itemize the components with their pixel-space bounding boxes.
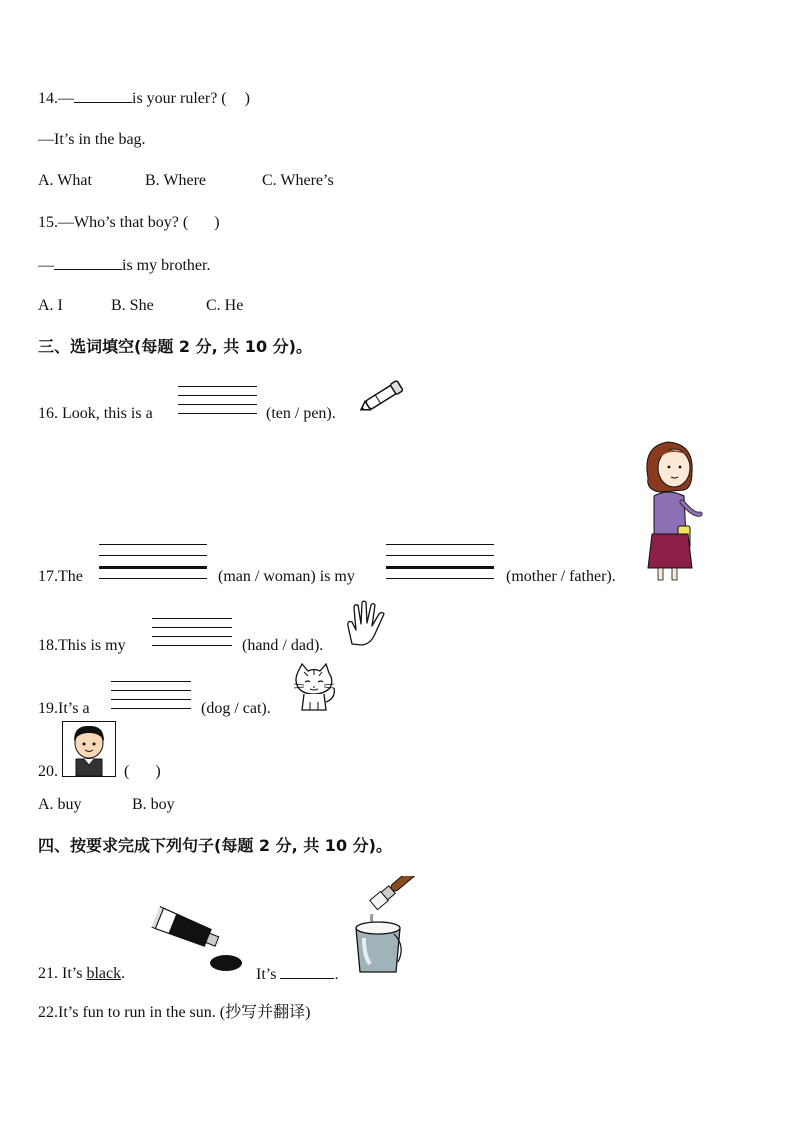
q15-option-b[interactable]: B. She [111, 297, 154, 314]
q16-choices: (ten / pen). [266, 405, 336, 422]
q19-prefix: 19.It’s a [38, 700, 90, 717]
q20-number: 20. [38, 763, 58, 780]
q15-close-paren: ) [214, 214, 220, 231]
q14-question: is your ruler? ( [132, 90, 227, 107]
woman-icon [638, 438, 704, 584]
q14-option-c[interactable]: C. Where’s [262, 172, 334, 189]
q16-writing-lines[interactable] [178, 386, 257, 414]
cat-icon [290, 662, 340, 712]
q20-close-paren: ) [155, 763, 161, 780]
q15-question: 15.—Who’s that boy? ( [38, 214, 189, 231]
q18-prefix: 18.This is my [38, 637, 126, 654]
hand-icon [344, 600, 388, 646]
q20-options [38, 795, 175, 815]
q18-writing-lines[interactable] [152, 618, 232, 646]
q17-prefix: 17.The [38, 568, 83, 585]
q21-second [256, 964, 338, 985]
q15-option-c[interactable]: C. He [206, 297, 244, 314]
boy-icon [62, 721, 116, 777]
q20-line [38, 762, 58, 782]
q15-line2 [38, 255, 210, 276]
q20-paren [124, 762, 161, 782]
q19-writing-lines[interactable] [111, 681, 191, 709]
q14-option-b[interactable]: B. Where [145, 172, 207, 189]
q22-text: 22.It’s fun to run in the sun. (抄写并翻译) [38, 1004, 311, 1021]
q15-dash: — [38, 257, 54, 274]
q14-line1 [38, 88, 250, 109]
q17-choices: (mother / father). [506, 568, 616, 585]
q21-underlined-word: black [86, 965, 122, 982]
pen-icon [355, 374, 411, 418]
q14-options [38, 171, 334, 191]
q21-second-period: . [334, 966, 339, 983]
q14-line2: —It’s in the bag. [38, 131, 146, 148]
q18-choices: (hand / dad). [242, 637, 324, 654]
q21-line [38, 964, 125, 984]
q14-close-paren: ) [244, 90, 250, 107]
section3-title: 三、选词填空(每题 2 分, 共 10 分)。 [38, 337, 312, 356]
q20-open-paren: ( [124, 763, 130, 780]
q19-choices: (dog / cat). [201, 700, 271, 717]
section4-title: 四、按要求完成下列句子(每题 2 分, 共 10 分)。 [38, 836, 392, 855]
paint-bucket-brush-icon [350, 876, 432, 978]
q20-option-a[interactable]: A. buy [38, 796, 82, 813]
q17-writing-lines-2[interactable] [386, 544, 494, 580]
q21-blank[interactable] [280, 964, 334, 979]
q21-second-prefix: It’s [256, 966, 277, 983]
q15-option-a[interactable]: A. I [38, 297, 63, 314]
q15-text: is my brother. [122, 257, 211, 274]
q15-options [38, 296, 243, 316]
q15-blank[interactable] [54, 255, 122, 270]
q15-line1 [38, 213, 220, 233]
q21-period: . [121, 965, 126, 982]
q20-option-b[interactable]: B. boy [132, 796, 175, 813]
q14-option-a[interactable]: A. What [38, 172, 92, 189]
black-paint-tube-icon [150, 905, 246, 975]
q17-middle: (man / woman) is my [218, 568, 355, 585]
q16-prefix: 16. Look, this is a [38, 405, 153, 422]
q14-dash: — [58, 90, 74, 107]
q14-number: 14. [38, 90, 58, 107]
q21-prefix: 21. It’s [38, 965, 83, 982]
q14-blank[interactable] [74, 88, 132, 103]
q17-writing-lines-1[interactable] [99, 544, 207, 580]
